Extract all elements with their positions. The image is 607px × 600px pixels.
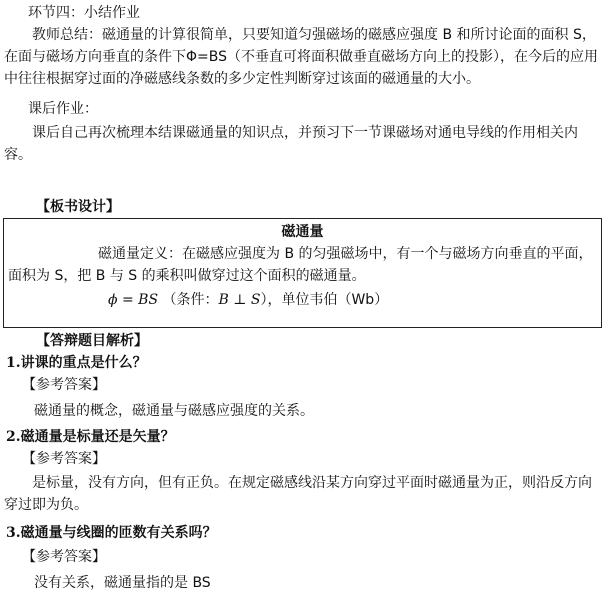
qa-answer-2: 是标量，没有方向，但有正负。在规定磁感线沿某方向穿过平面时磁通量为正，则沿反方向穿过即为负。 [4, 475, 592, 513]
qa-question-3: 3.磁通量与线圈的匝数有关系吗？ [6, 525, 217, 541]
qa-answer-label-2: 【参考答案】 [22, 451, 106, 467]
qa-answer-1: 磁通量的概念，磁通量与磁感应强度的关系。 [34, 403, 314, 419]
qa-question-1: 1.讲课的重点是什么？ [6, 355, 147, 371]
board-definition: 磁通量定义：在磁感应强度为 B 的匀强磁场中，有一个与磁场方向垂直的平面，面积为 S，把 B 与 S 的乘积叫做穿过这个面积的磁通量。 [8, 246, 593, 284]
section-title: 环节四：小结作业 [28, 5, 140, 21]
qa-answer-label-3: 【参考答案】 [22, 549, 106, 565]
formula-unit: ），单位韦伯（Wb） [260, 292, 389, 308]
qa-question-2: 2.磁通量是标量还是矢量？ [6, 429, 175, 445]
teacher-summary: 教师总结：磁通量的计算很简单，只要知道匀强磁场的磁感应强度 B 和所讨论面的面积 S，在面与磁场方向垂直的条件下Φ=BS（不垂直可将面积做垂直磁场方向上的投影），在今后的应用中往往根据穿过面的净磁感线条数的多少定性判断穿过该面的磁通量的大小。 [4, 27, 598, 87]
homework-heading: 课后作业： [28, 101, 98, 117]
board-formula [108, 289, 388, 311]
qa-answer-label-1: 【参考答案】 [22, 377, 106, 393]
formula-main: ϕ = BS [108, 292, 159, 308]
board-heading: 【板书设计】 [36, 199, 120, 215]
qa-answer-3: 没有关系，磁通量指的是 BS [34, 575, 211, 591]
board-title: 磁通量 [281, 224, 324, 240]
qa-heading: 【答辩题目解析】 [36, 333, 148, 349]
formula-cond-prefix: （条件： [162, 292, 219, 308]
watermark-graphic [296, 328, 320, 355]
formula-condition: B ⊥ S [218, 292, 261, 308]
homework-text: 课后自己再次梳理本结课磁通量的知识点，并预习下一节课磁场对通电导线的作用相关内容。 [4, 125, 578, 163]
board-design-box [3, 218, 602, 328]
